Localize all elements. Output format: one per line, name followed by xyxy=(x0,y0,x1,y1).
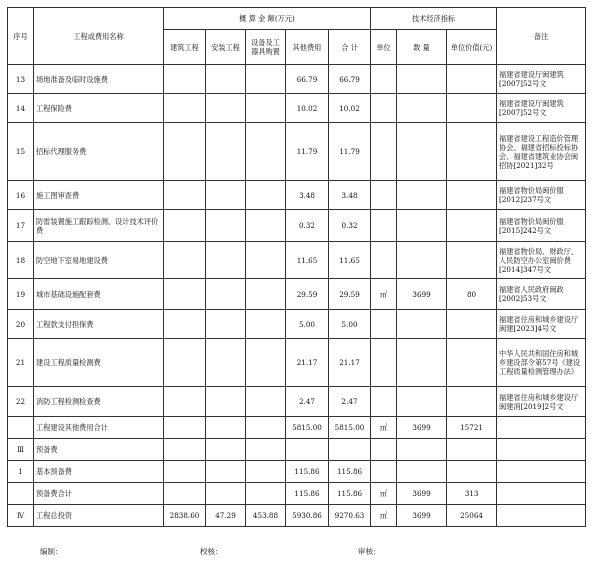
row-seq: 14 xyxy=(8,94,34,123)
row-seq xyxy=(8,417,34,439)
row-unit: ㎡ xyxy=(371,279,397,310)
table-row xyxy=(8,461,586,483)
row-installation xyxy=(206,439,246,461)
row-seq: Ⅳ xyxy=(8,505,34,527)
row-quantity xyxy=(397,339,447,387)
row-total: 66.79 xyxy=(329,65,371,94)
row-total: 2.47 xyxy=(329,387,371,417)
header-name: 工程或费用名称 xyxy=(34,8,164,65)
header-total: 合 计 xyxy=(329,30,371,65)
row-equipment xyxy=(246,310,286,339)
row-quantity xyxy=(397,181,447,210)
row-seq: 18 xyxy=(8,242,34,279)
row-equipment xyxy=(246,181,286,210)
row-quantity: 3699 xyxy=(397,279,447,310)
row-quantity xyxy=(397,439,447,461)
row-total: 11.65 xyxy=(329,242,371,279)
row-unit xyxy=(371,310,397,339)
row-quantity: 3699 xyxy=(397,417,447,439)
row-equipment xyxy=(246,461,286,483)
row-remark xyxy=(497,417,586,439)
row-name: 预备费合计 xyxy=(34,483,164,505)
row-unit-price xyxy=(447,123,497,181)
row-name: 场地准备及临时设施费 xyxy=(34,65,164,94)
row-unit xyxy=(371,242,397,279)
row-seq: 21 xyxy=(8,339,34,387)
row-unit-price xyxy=(447,310,497,339)
row-total: 11.79 xyxy=(329,123,371,181)
row-installation xyxy=(206,242,246,279)
header-unit: 单位 xyxy=(371,30,397,65)
row-unit xyxy=(371,94,397,123)
row-other: 3.48 xyxy=(286,181,329,210)
row-quantity xyxy=(397,387,447,417)
row-unit: ㎡ xyxy=(371,505,397,527)
row-other: 2.47 xyxy=(286,387,329,417)
row-construction xyxy=(164,242,206,279)
row-quantity xyxy=(397,310,447,339)
row-remark xyxy=(497,483,586,505)
row-equipment xyxy=(246,210,286,242)
header-quantity: 数 量 xyxy=(397,30,447,65)
table-row xyxy=(8,94,586,123)
footer-reviewer: 审核： xyxy=(358,547,381,556)
row-remark: 福建省建设厅闽建筑[2007]52号文 xyxy=(497,94,586,123)
row-remark: 福建省住房和城乡建设厅闽建消[2019]2号文 xyxy=(497,387,586,417)
row-name: 工程总投资 xyxy=(34,505,164,527)
row-unit-price xyxy=(447,242,497,279)
row-unit-price xyxy=(447,181,497,210)
table-row xyxy=(8,387,586,417)
row-seq: 20 xyxy=(8,310,34,339)
header-remark: 备注 xyxy=(497,8,586,65)
row-total: 9270.63 xyxy=(329,505,371,527)
budget-table xyxy=(7,7,586,527)
row-equipment xyxy=(246,439,286,461)
row-construction xyxy=(164,417,206,439)
row-construction xyxy=(164,94,206,123)
row-other: 0.32 xyxy=(286,210,329,242)
row-name: 工程保险费 xyxy=(34,94,164,123)
row-unit xyxy=(371,210,397,242)
row-equipment xyxy=(246,339,286,387)
row-total: 29.59 xyxy=(329,279,371,310)
row-unit-price: 313 xyxy=(447,483,497,505)
row-unit xyxy=(371,181,397,210)
row-unit-price xyxy=(447,339,497,387)
row-seq: 19 xyxy=(8,279,34,310)
row-equipment xyxy=(246,94,286,123)
row-remark: 福建省物价局闽价服[2015]242号文 xyxy=(497,210,586,242)
row-remark: 福建省住房和城乡建设厅闽建[2023]4号文 xyxy=(497,310,586,339)
row-construction xyxy=(164,483,206,505)
row-remark xyxy=(497,439,586,461)
row-construction xyxy=(164,461,206,483)
row-installation xyxy=(206,387,246,417)
row-unit-price: 25064 xyxy=(447,505,497,527)
row-remark: 福建省建设工程造价管理协会、福建省招标投标协会、福建省建筑业协会闽招协[2021]32号 xyxy=(497,123,586,181)
row-total: 5.00 xyxy=(329,310,371,339)
table-row xyxy=(8,339,586,387)
row-name: 防雷装置施工跟踪检测、设计技术评价费 xyxy=(34,210,164,242)
row-unit xyxy=(371,65,397,94)
row-construction xyxy=(164,210,206,242)
row-quantity xyxy=(397,65,447,94)
row-seq: 16 xyxy=(8,181,34,210)
row-name: 城市基础设施配套费 xyxy=(34,279,164,310)
row-equipment xyxy=(246,279,286,310)
row-construction xyxy=(164,123,206,181)
table-row xyxy=(8,123,586,181)
row-unit xyxy=(371,123,397,181)
row-quantity xyxy=(397,242,447,279)
row-construction xyxy=(164,279,206,310)
row-installation xyxy=(206,483,246,505)
row-total: 10.02 xyxy=(329,94,371,123)
row-name: 建设工程质量检测费 xyxy=(34,339,164,387)
table-row xyxy=(8,242,586,279)
row-installation xyxy=(206,123,246,181)
row-remark xyxy=(497,461,586,483)
row-quantity: 3699 xyxy=(397,505,447,527)
row-other: 10.02 xyxy=(286,94,329,123)
row-other: 11.79 xyxy=(286,123,329,181)
row-seq xyxy=(8,483,34,505)
row-installation: 47.29 xyxy=(206,505,246,527)
row-total: 21.17 xyxy=(329,339,371,387)
header-seq: 序号 xyxy=(8,8,34,65)
row-other: 5815.00 xyxy=(286,417,329,439)
row-unit-price: 15721 xyxy=(447,417,497,439)
table-row xyxy=(8,417,586,439)
row-total: 3.48 xyxy=(329,181,371,210)
row-quantity: 3699 xyxy=(397,483,447,505)
row-other: 115.86 xyxy=(286,461,329,483)
row-unit-price xyxy=(447,387,497,417)
row-total: 5815.00 xyxy=(329,417,371,439)
row-name: 防空地下室易地建设费 xyxy=(34,242,164,279)
row-unit: ㎡ xyxy=(371,417,397,439)
row-installation xyxy=(206,181,246,210)
row-equipment xyxy=(246,387,286,417)
row-quantity xyxy=(397,461,447,483)
footer-checker: 校核： xyxy=(200,547,223,556)
row-quantity xyxy=(397,123,447,181)
row-remark xyxy=(497,505,586,527)
row-other: 11.65 xyxy=(286,242,329,279)
row-unit xyxy=(371,461,397,483)
row-other: 5.00 xyxy=(286,310,329,339)
row-construction xyxy=(164,65,206,94)
header-other: 其他费用 xyxy=(286,30,329,65)
row-other: 66.79 xyxy=(286,65,329,94)
row-seq: 1 xyxy=(8,461,34,483)
row-unit: ㎡ xyxy=(371,483,397,505)
row-installation xyxy=(206,210,246,242)
row-unit-price: 80 xyxy=(447,279,497,310)
row-unit xyxy=(371,387,397,417)
row-other: 5930.86 xyxy=(286,505,329,527)
footer-compiler: 编制： xyxy=(40,547,63,556)
table-row xyxy=(8,310,586,339)
table-row xyxy=(8,483,586,505)
header-construction: 建筑工程 xyxy=(164,30,206,65)
row-installation xyxy=(206,279,246,310)
row-name: 施工图审查费 xyxy=(34,181,164,210)
row-unit-price xyxy=(447,65,497,94)
row-unit-price xyxy=(447,439,497,461)
row-construction xyxy=(164,439,206,461)
row-total xyxy=(329,439,371,461)
row-installation xyxy=(206,417,246,439)
row-unit-price xyxy=(447,94,497,123)
row-name: 基本预备费 xyxy=(34,461,164,483)
row-unit xyxy=(371,339,397,387)
header-tech-group: 技术经济指标 xyxy=(371,8,497,30)
row-installation xyxy=(206,339,246,387)
row-construction: 2838.60 xyxy=(164,505,206,527)
row-construction xyxy=(164,339,206,387)
row-seq: 13 xyxy=(8,65,34,94)
row-remark: 中华人民共和国住房和城乡建设部令第57号《建设工程质量检测管理办法》 xyxy=(497,339,586,387)
row-quantity xyxy=(397,94,447,123)
row-equipment xyxy=(246,483,286,505)
row-construction xyxy=(164,181,206,210)
row-equipment xyxy=(246,242,286,279)
row-seq: 22 xyxy=(8,387,34,417)
row-equipment xyxy=(246,417,286,439)
row-name: 招标代理服务费 xyxy=(34,123,164,181)
row-other: 115.86 xyxy=(286,483,329,505)
row-other xyxy=(286,439,329,461)
row-equipment xyxy=(246,65,286,94)
row-other: 29.59 xyxy=(286,279,329,310)
row-seq: 17 xyxy=(8,210,34,242)
table-row xyxy=(8,279,586,310)
row-total: 0.32 xyxy=(329,210,371,242)
header-estimate-group: 概 算 金 额(万元) xyxy=(164,8,371,30)
row-total: 115.86 xyxy=(329,461,371,483)
header-equipment: 设备及工器具购置 xyxy=(246,30,286,65)
row-name: 预备费 xyxy=(34,439,164,461)
table-row xyxy=(8,210,586,242)
row-seq: 15 xyxy=(8,123,34,181)
row-remark: 福建省物价局、财政厅、人民防空办公室闽价费[2014]347号文 xyxy=(497,242,586,279)
row-unit xyxy=(371,439,397,461)
table-row xyxy=(8,65,586,94)
row-equipment xyxy=(246,123,286,181)
row-construction xyxy=(164,310,206,339)
row-name: 工程建设其他费用合计 xyxy=(34,417,164,439)
row-total: 115.86 xyxy=(329,483,371,505)
row-installation xyxy=(206,461,246,483)
row-seq: Ⅲ xyxy=(8,439,34,461)
table-row xyxy=(8,181,586,210)
row-remark: 福建省人民政府闽政[2002]53号文 xyxy=(497,279,586,310)
row-installation xyxy=(206,310,246,339)
row-name: 工程款支付担保费 xyxy=(34,310,164,339)
header-unit-price: 单位价值(元) xyxy=(447,30,497,65)
table-row xyxy=(8,439,586,461)
row-equipment: 453.88 xyxy=(246,505,286,527)
header-installation: 安装工程 xyxy=(206,30,246,65)
table-row xyxy=(8,505,586,527)
row-construction xyxy=(164,387,206,417)
row-unit-price xyxy=(447,461,497,483)
row-quantity xyxy=(397,210,447,242)
row-installation xyxy=(206,65,246,94)
row-unit-price xyxy=(447,210,497,242)
row-installation xyxy=(206,94,246,123)
row-remark: 福建省建设厅闽建筑[2007]52号文 xyxy=(497,65,586,94)
row-other: 21.17 xyxy=(286,339,329,387)
row-remark: 福建省物价局闽价服[2012]237号文 xyxy=(497,181,586,210)
row-name: 消防工程检测检查费 xyxy=(34,387,164,417)
